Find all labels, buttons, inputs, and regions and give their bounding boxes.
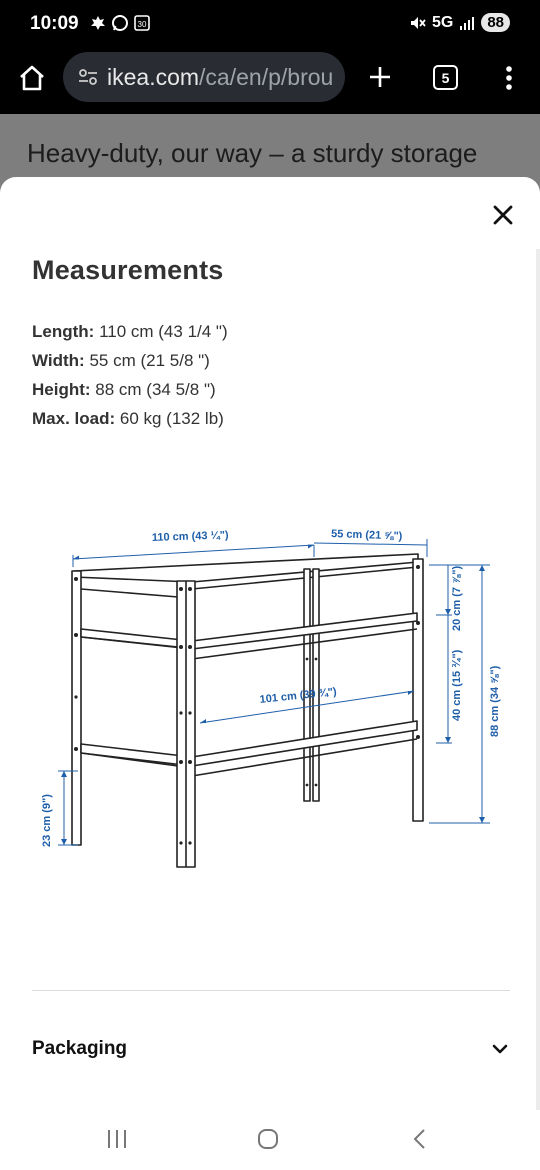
calendar-icon [133,14,151,32]
recent-apps-icon [105,1128,129,1150]
home-button[interactable] [248,1124,288,1154]
spec-value: 60 kg (132 lb) [119,409,224,428]
label-shelf-gap-mid: 40 cm (15 ¾") [451,649,463,721]
spec-length [32,317,228,346]
label-height: 88 cm (34 ⅝") [489,665,501,737]
browser-toolbar [0,50,540,114]
spec-label: Max. load: [32,409,116,428]
measurements-sheet [0,177,540,1170]
whatsapp-icon [111,14,129,32]
spec-label: Length: [32,322,95,341]
recent-apps-button[interactable] [97,1124,137,1154]
mute-icon [408,14,426,32]
new-tab-icon[interactable] [367,64,393,90]
label-clearance: 23 cm (9") [41,794,53,847]
section-divider [32,990,510,991]
status-bar [0,0,540,50]
spec-height [32,375,228,404]
site-settings-icon [77,66,99,88]
label-inner-width: 101 cm (39 ¾") [259,685,338,706]
back-button[interactable] [400,1124,440,1154]
label-shelf-gap-top: 20 cm (7 ⅞") [451,565,463,631]
spec-value: 88 cm (34 5/8 ") [95,380,216,399]
signal-icon [459,15,475,31]
close-icon[interactable] [488,200,518,230]
back-icon [410,1127,430,1151]
spec-label: Height: [32,380,91,399]
spec-value: 55 cm (21 5/8 ") [89,351,210,370]
dimension-diagram [32,459,510,959]
tab-count: 5 [441,69,450,86]
tab-switcher-button[interactable] [433,65,458,90]
notification-icons [89,14,151,32]
spec-list [32,317,228,433]
label-width: 55 cm (21 ⅝") [330,528,403,543]
scrollbar[interactable] [536,249,540,1129]
url-path: /ca/en/p/brou [199,63,334,90]
status-time: 10:09 [30,13,79,34]
address-bar[interactable] [63,52,345,102]
spec-width [32,346,228,375]
spec-label: Width: [32,351,85,370]
battery-indicator: 88 [481,13,510,32]
chevron-down-icon [490,1039,510,1059]
accordion-label: Packaging [32,1038,128,1059]
label-length: 110 cm (43 ¼") [151,529,229,544]
network-label: 5G [431,13,454,31]
spec-value: 110 cm (43 1/4 ") [99,322,228,341]
spec-max-load [32,404,228,433]
leaf-notification-icon [89,14,107,32]
home-icon[interactable] [17,63,47,93]
home-circle-icon [256,1127,280,1151]
packaging-accordion[interactable] [32,1022,510,1076]
more-options-icon[interactable] [498,64,520,92]
system-nav-bar [0,1110,540,1170]
sheet-title: Measurements [32,255,224,285]
backdrop-headline: Heavy-duty, our way – a sturdy storage [27,138,478,168]
url-domain: ikea.com [107,63,200,90]
svg-text:30: 30 [137,20,147,29]
status-right-icons [408,13,510,32]
